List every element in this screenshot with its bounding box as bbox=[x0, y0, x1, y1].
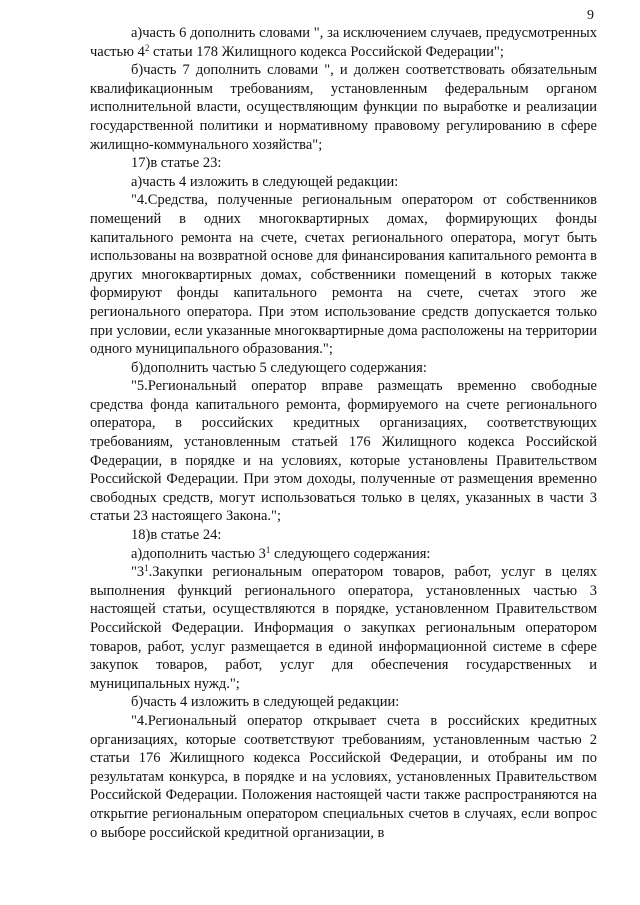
paragraph bbox=[90, 61, 597, 154]
paragraph-text: .Закупки региональным оператором товаров, работ, услуг в целях выполнения функций регионального оператора, установленных частью 3 настоящей статьи, осуществляются в порядке, установленном Правительством Российской Федерации. Информация о закупках региональным оператором товаров, работ, услуг размещается в единой информационной системе в сфере закупок товаров, работ, услуг для обеспечения государственных и муниципальных нужд."; bbox=[90, 564, 597, 692]
paragraph-text: следующего содержания: bbox=[270, 545, 431, 562]
paragraph-text: б)часть 4 изложить в следующей редакции: bbox=[131, 694, 400, 711]
paragraph bbox=[90, 526, 597, 545]
superscript-index: 1 bbox=[144, 563, 149, 574]
paragraph bbox=[90, 693, 597, 712]
paragraph bbox=[90, 359, 597, 378]
paragraph bbox=[90, 563, 597, 693]
paragraph bbox=[90, 712, 597, 842]
paragraph-text: б)часть 7 дополнить словами ", и должен соответствовать обязательным квалификационным требованиям, установленным федеральным органом исполнительной власти, осуществляющим функции по выработке и реализации государственной политики и нормативному правовому регулированию в сфере жилищно-коммунального хозяйства"; bbox=[90, 62, 597, 153]
document-body bbox=[90, 24, 597, 842]
superscript-index: 1 bbox=[265, 544, 271, 555]
page-number: 9 bbox=[587, 8, 594, 23]
paragraph-text: а)часть 4 изложить в следующей редакции: bbox=[131, 173, 399, 190]
paragraph-text: а)дополнить частью 3 bbox=[131, 545, 266, 562]
paragraph bbox=[90, 377, 597, 526]
paragraph-text: "4.Средства, полученные региональным оператором от собственников помещений в одних многоквартирных домах, формирующих фонды капитального ремонта на счете, счетах регионального оператора, могут быть использованы на возвратной основе для финансирования капитального ремонта в других многоквартирных домах, собственники помещений в которых также формируют фонды капитального ремонта на счете, счетах этого же регионального оператора. При этом использование средств допускается только при условии, если указанные многоквартирные дома расположены на территории одного муниципального образования."; bbox=[90, 192, 597, 358]
paragraph bbox=[90, 545, 597, 564]
paragraph bbox=[90, 173, 597, 192]
superscript-index: 2 bbox=[144, 42, 150, 53]
paragraph-text: а)часть 6 дополнить словами ", за исключением случаев, предусмотренных частью 4 bbox=[90, 25, 597, 60]
paragraph-text: "5.Региональный оператор вправе размещать временно свободные средства фонда капитального ремонта, формируемого на счете регионального оператора, в российских кредитных организациях, соответствующих требованиям, установленным статьей 176 Жилищного кодекса Российской Федерации, в порядке и на условиях, которые установлены Правительством Российской Федерации. При этом доходы, полученные от размещения временно свободных средств, могут использоваться только в целях, указанных в части 3 статьи 23 настоящего Закона."; bbox=[90, 378, 597, 525]
paragraph-text: б)дополнить частью 5 следующего содержания: bbox=[131, 359, 427, 376]
paragraph bbox=[90, 191, 597, 358]
paragraph bbox=[90, 154, 597, 173]
paragraph-text: 17)в статье 23: bbox=[131, 155, 222, 172]
paragraph-text: 18)в статье 24: bbox=[131, 527, 222, 544]
paragraph bbox=[90, 24, 597, 61]
paragraph-text: "4.Региональный оператор открывает счета в российских кредитных организациях, которые соответствуют требованиям, установленным частью 2 статьи 176 Жилищного кодекса Российской Федерации, и отобраны им по результатам конкурса, в порядке и на условиях, установленных Правительством Российской Федерации. Положения настоящей части также распространяются на открытие региональным оператором специальных счетов в случаях, если вопрос о выборе российской кредитной организации, в bbox=[90, 712, 597, 841]
paragraph-text: "3 bbox=[131, 564, 145, 581]
paragraph-text: статьи 178 Жилищного кодекса Российской Федерации"; bbox=[149, 43, 504, 60]
